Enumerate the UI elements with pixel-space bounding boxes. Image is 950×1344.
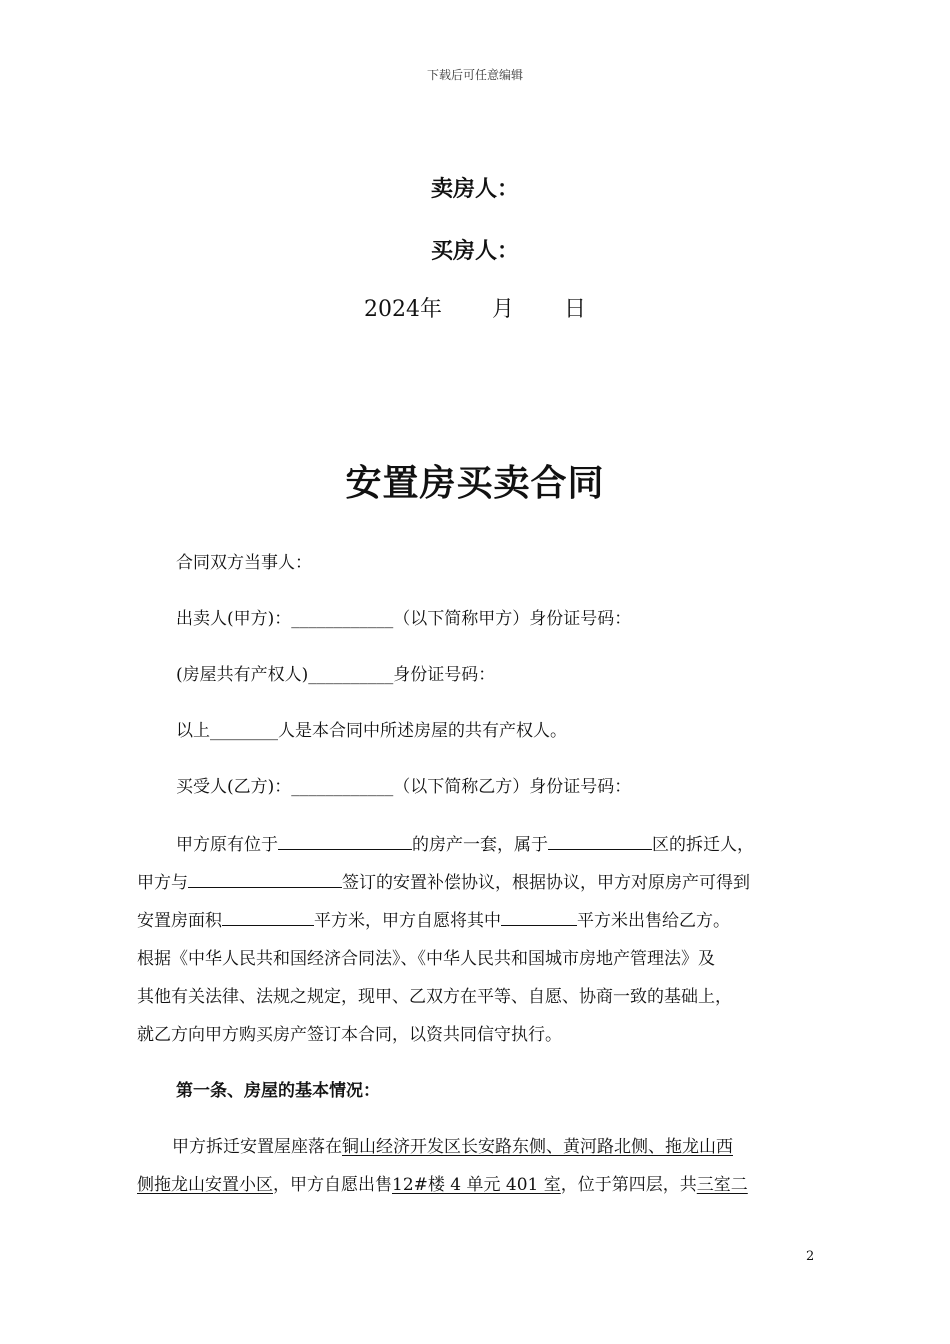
room-layout: 三室二	[696, 1175, 748, 1195]
preamble-text: 安置房面积	[137, 911, 222, 931]
co-owner-line	[176, 660, 495, 685]
date-month: 月	[491, 297, 514, 322]
agreement-party-blank	[188, 871, 342, 888]
date-year: 2024年	[363, 297, 442, 322]
article-1-heading: 第一条、房屋的基本情况：	[176, 1081, 380, 1101]
preamble-line-5: 其他有关法律、法规之规定，现甲、乙双方在平等、自愿、协商一致的基础上，	[137, 987, 732, 1007]
seller-label: 出卖人(甲方)：	[176, 609, 292, 629]
seller-suffix: （以下简称甲方）身份证号码：	[393, 609, 632, 629]
seller-name-blank: ____________	[291, 609, 394, 629]
preamble-line-3	[137, 906, 730, 931]
seller-signature-label: 卖房人：	[430, 176, 519, 202]
header-note: 下载后可任意编辑	[426, 68, 523, 82]
preamble-text: 区的拆迁人，	[652, 835, 754, 855]
district-blank	[548, 833, 652, 850]
preamble-line-6: 就乙方向甲方购买房产签订本合同，以资共同信守执行。	[137, 1025, 562, 1045]
date-day: 日	[564, 297, 587, 322]
preamble-text: 平方米出售给乙方。	[577, 911, 730, 931]
article-text: ，位于第四层，共	[560, 1175, 697, 1195]
preamble-text: 甲方与	[137, 873, 188, 893]
co-owner-count-prefix: 以上	[176, 721, 210, 741]
co-owner-count-blank: ________	[210, 721, 278, 741]
seller-line	[176, 604, 631, 629]
buyer-suffix: （以下简称乙方）身份证号码：	[393, 777, 632, 797]
article-text: 甲方拆迁安置屋座落在	[172, 1137, 342, 1157]
parties-intro: 合同双方当事人：	[176, 553, 312, 573]
page-number: 2	[806, 1249, 815, 1264]
property-address-cont: 侧拖龙山安置小区	[137, 1175, 273, 1195]
co-owner-suffix: 身份证号码：	[393, 665, 496, 685]
preamble-line-1	[176, 830, 754, 855]
preamble-text: 甲方原有位于	[176, 835, 278, 855]
article-1-line-1	[172, 1132, 733, 1157]
co-owner-label: (房屋共有产权人)	[176, 665, 309, 685]
article-text: ，甲方自愿出售	[273, 1175, 392, 1195]
co-owner-count-line	[176, 716, 567, 741]
preamble-text: 的房产一套，属于	[412, 835, 548, 855]
unit-number: 12#楼 4 单元 401 室	[392, 1175, 561, 1195]
sale-area-blank	[501, 909, 577, 926]
buyer-signature-label: 买房人：	[430, 238, 519, 264]
co-owner-count-suffix: 人是本合同中所述房屋的共有产权人。	[278, 721, 567, 741]
original-location-blank	[278, 833, 412, 850]
buyer-label: 买受人(乙方)：	[176, 777, 292, 797]
preamble-line-2	[137, 868, 750, 893]
co-owner-name-blank: __________	[308, 665, 394, 685]
preamble-text: 平方米，甲方自愿将其中	[314, 911, 501, 931]
signature-date	[0, 292, 950, 323]
article-1-line-2	[137, 1170, 748, 1195]
area-blank	[222, 909, 314, 926]
property-address: 铜山经济开发区长安路东侧、黄河路北侧、拖龙山西	[342, 1137, 733, 1157]
preamble-line-4: 根据《中华人民共和国经济合同法》、《中华人民共和国城市房地产管理法》及	[137, 949, 715, 969]
contract-title: 安置房买卖合同	[345, 462, 605, 504]
preamble-text: 签订的安置补偿协议，根据协议，甲方对原房产可得到	[342, 873, 750, 893]
buyer-line	[176, 772, 631, 797]
buyer-name-blank: ____________	[291, 777, 394, 797]
